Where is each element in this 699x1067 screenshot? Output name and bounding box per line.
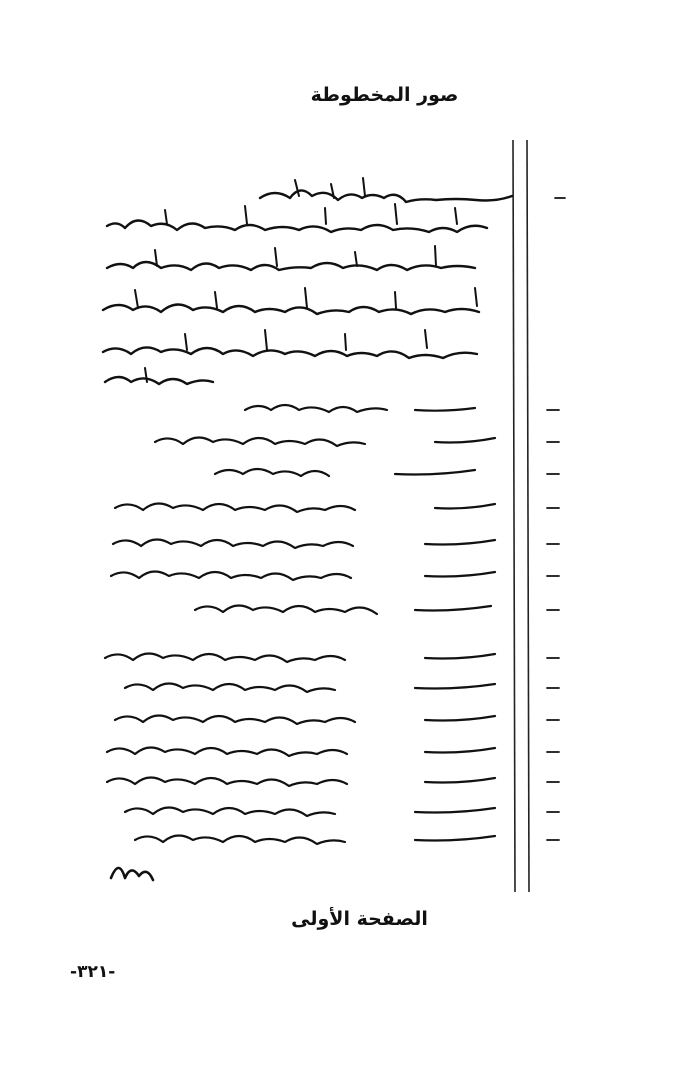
page-header bbox=[0, 84, 699, 106]
manuscript-image bbox=[95, 140, 595, 900]
margin-line-right bbox=[527, 140, 529, 892]
caption-label: الصفحة الأولى bbox=[291, 908, 428, 930]
handwriting-strokes bbox=[103, 178, 565, 880]
margin-line-left bbox=[513, 140, 515, 892]
page-caption bbox=[0, 908, 699, 930]
page-title: صور المخطوطة bbox=[310, 84, 459, 106]
page-number: -٣٢١- bbox=[70, 962, 116, 982]
